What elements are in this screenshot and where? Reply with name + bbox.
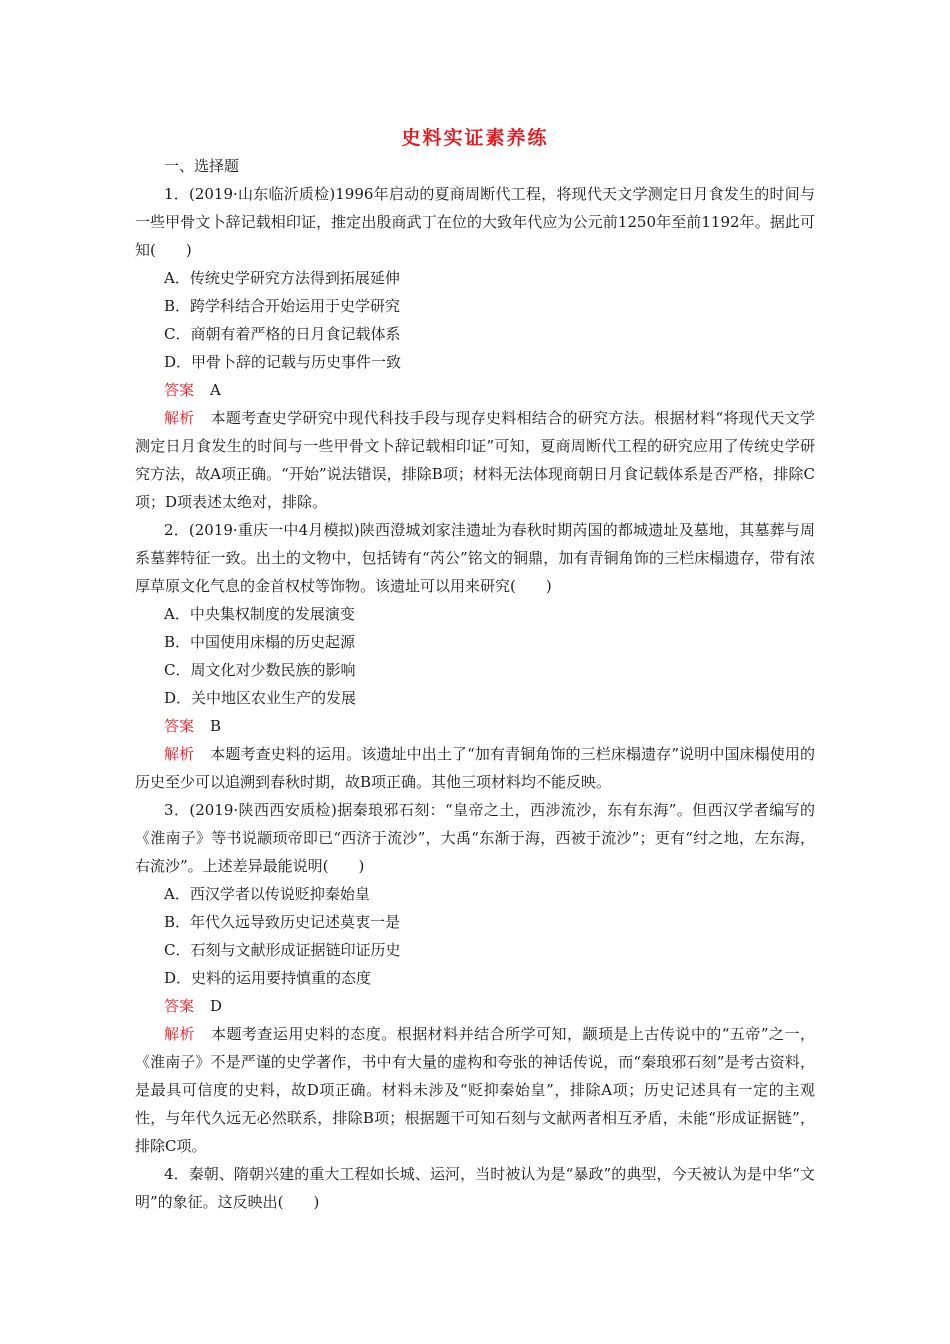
option-a: A．中央集权制度的发展演变: [164, 605, 355, 623]
question-stem: 3．(2019·陕西西安质检)据秦琅邪石刻：“皇帝之土，西涉流沙，东有东海”。但西汉学者编写的《淮南子》等书说颛顼帝即已“西济于流沙”，大禹“东渐于海，西被于流沙”；更有“纣之地，左东海，右流沙”。上述差异最能说明( ): [135, 801, 815, 875]
option-c: C．商朝有着严格的日月食记载体系: [164, 325, 401, 343]
analysis-label: 解析: [164, 409, 195, 427]
section-heading: 一、选择题: [164, 157, 240, 175]
analysis-text: [135, 404, 815, 516]
question-stem: 2．(2019·重庆一中4月模拟)陕西澄城刘家洼遗址为春秋时期芮国的都城遗址及墓地，其墓葬与周系墓葬特征一致。出土的文物中，包括铸有“芮公”铭文的铜鼎，加有青铜角饰的三栏床榻遗存，带有浓厚草原文化气息的金首权杖等饰物。该遗址可以用来研究( ): [135, 521, 815, 595]
analysis-body: 本题考查史料的运用。该遗址中出土了“加有青铜角饰的三栏床榻遗存”说明中国床榻使用的历史至少可以追溯到春秋时期，故B项正确。其他三项材料均不能反映。: [135, 745, 815, 791]
answer-value: A: [210, 381, 221, 399]
answer-line: [135, 992, 815, 1020]
answer-line: [135, 712, 815, 740]
analysis-label: 解析: [164, 745, 195, 763]
option-b: B．年代久远导致历史记述莫衷一是: [164, 913, 401, 931]
answer-value: D: [210, 997, 223, 1015]
analysis-body: 本题考查史学研究中现代科技手段与现存史料相结合的研究方法。根据材料“将现代天文学测定日月食发生的时间与一些甲骨文卜辞记载相印证”可知，夏商周断代工程的研究应用了传统史学研究方法，故A项正确。“开始”说法错误，排除B项；材料无法体现商朝日月食记载体系是否严格，排除C项；D项表述太绝对，排除。: [135, 409, 815, 511]
option-d: D．甲骨卜辞的记载与历史事件一致: [164, 353, 402, 371]
option-b: B．中国使用床榻的历史起源: [164, 633, 356, 651]
page-title: 史料实证素养练: [401, 127, 549, 149]
option-a: A．传统史学研究方法得到拓展延伸: [164, 269, 400, 287]
question-1: [135, 180, 815, 516]
question-4: [135, 1160, 815, 1216]
option-c: C．周文化对少数民族的影响: [164, 661, 356, 679]
option-d: D．史料的运用要持慎重的态度: [164, 969, 372, 987]
option-b: B．跨学科结合开始运用于史学研究: [164, 297, 401, 315]
option-c: C．石刻与文献形成证据链印证历史: [164, 941, 401, 959]
option-d: D．关中地区农业生产的发展: [164, 689, 357, 707]
answer-label: 答案: [164, 997, 195, 1015]
analysis-text: [135, 1020, 815, 1160]
answer-line: [135, 376, 815, 404]
answer-label: 答案: [164, 381, 195, 399]
analysis-body: 本题考查运用史料的态度。根据材料并结合所学可知，颛顼是上古传说中的“五帝”之一，《淮南子》不是严谨的史学著作，书中有大量的虚构和夸张的神话传说，而“秦琅邪石刻”是考古资料，是最具可信度的史料，故D项正确。材料未涉及“贬抑秦始皇”，排除A项；历史记述具有一定的主观性，与年代久远无必然联系，排除B项；根据题干可知石刻与文献两者相互矛盾，未能“形成证据链”，排除C项。: [135, 1025, 815, 1155]
question-2: [135, 516, 815, 796]
analysis-text: [135, 740, 815, 796]
answer-label: 答案: [164, 717, 195, 735]
analysis-label: 解析: [164, 1025, 195, 1043]
option-a: A．西汉学者以传说贬抑秦始皇: [164, 885, 370, 903]
question-stem: 4．秦朝、隋朝兴建的重大工程如长城、运河，当时被认为是“暴政”的典型，今天被认为是中华“文明”的象征。这反映出( ): [135, 1165, 815, 1211]
question-body: [135, 152, 815, 1216]
question-stem: 1．(2019·山东临沂质检)1996年启动的夏商周断代工程，将现代天文学测定日月食发生的时间与一些甲骨文卜辞记载相印证，推定出殷商武丁在位的大致年代应为公元前1250年至前1192年。据此可知( ): [135, 185, 815, 259]
answer-value: B: [210, 717, 222, 735]
question-3: [135, 796, 815, 1160]
